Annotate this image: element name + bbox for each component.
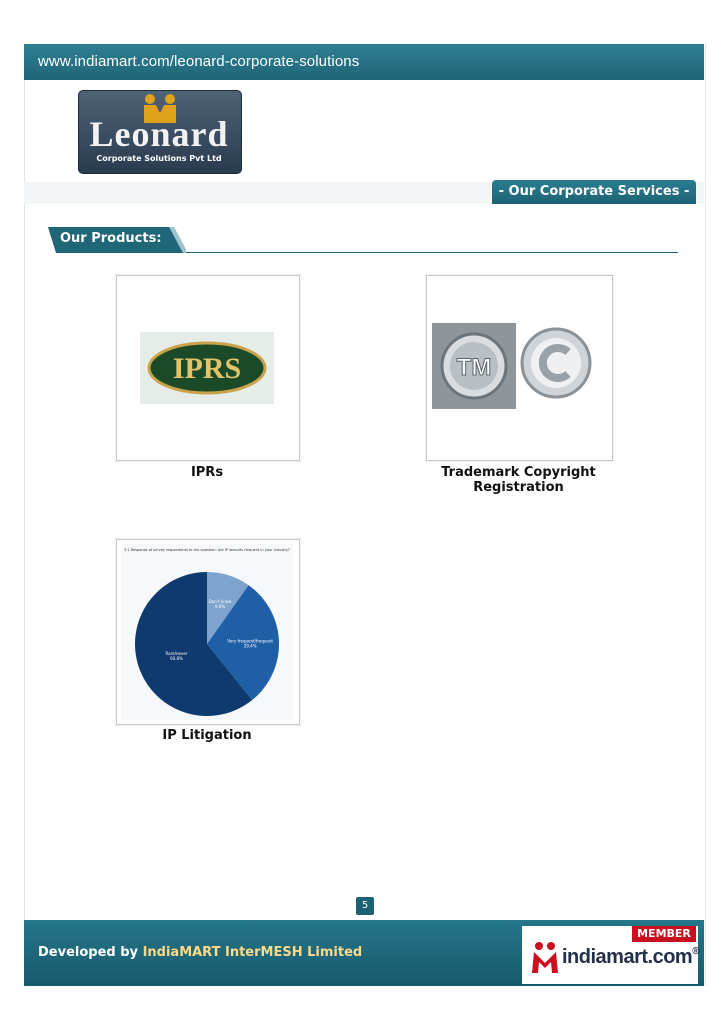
- pie-slice-value: 9.8%: [215, 603, 226, 609]
- logo-subtitle: Corporate Solutions Pvt Ltd: [96, 154, 222, 163]
- product-caption-ip-litigation[interactable]: IP Litigation: [162, 728, 252, 743]
- pie-slice-label: Very frequent/frequent: [227, 638, 274, 644]
- logo-name: Leonard: [89, 114, 229, 154]
- pie-slice-value: 29.4%: [243, 643, 257, 649]
- products-label: Our Products:: [60, 231, 162, 246]
- site-url[interactable]: www.indiamart.com/leonard-corporate-solutions: [38, 53, 360, 70]
- pie-chart-title-text: 3.1 Response of survey respondents to the question: Are IP lawsuits frequent in your industry?: [124, 548, 290, 552]
- pie-chart-title: [124, 548, 290, 552]
- products-divider: [186, 252, 678, 253]
- copyright-icon: [522, 329, 590, 397]
- pie-slice-label: Rare/never: [165, 650, 188, 656]
- ip-litigation-pie-chart: [121, 544, 293, 720]
- indiamart-logo-icon: [530, 941, 560, 975]
- page-number: 5: [356, 897, 374, 915]
- developed-by-label: Developed by: [38, 945, 139, 960]
- product-caption-iprs[interactable]: IPRs: [190, 465, 224, 480]
- trademark-copyright-image: [428, 319, 600, 414]
- footer-credit: [38, 945, 362, 960]
- member-tag: MEMBER: [632, 926, 696, 942]
- product-caption-trademark[interactable]: Trademark Copyright Registration: [441, 465, 596, 495]
- trademark-symbol: TM: [456, 354, 492, 381]
- header-bar: [24, 44, 704, 80]
- developer-company-link[interactable]: IndiaMART InterMESH Limited: [142, 945, 363, 960]
- product-card-ip-litigation[interactable]: [116, 539, 300, 725]
- iprs-image: [140, 332, 274, 404]
- product-card-trademark[interactable]: [426, 275, 613, 461]
- indiamart-brand: [562, 946, 699, 969]
- indiamart-brand-name: indiamart.com: [562, 946, 693, 968]
- product-card-iprs[interactable]: [116, 275, 300, 461]
- services-tab: - Our Corporate Services -: [492, 180, 696, 204]
- company-logo: [78, 90, 242, 174]
- iprs-image-text: IPRS: [172, 352, 242, 385]
- pie-slice-value: 60.8%: [170, 655, 183, 661]
- pie-slice-label: Don't know: [208, 598, 232, 604]
- trademark-icon: [442, 334, 506, 398]
- registered-mark: ®: [692, 946, 700, 957]
